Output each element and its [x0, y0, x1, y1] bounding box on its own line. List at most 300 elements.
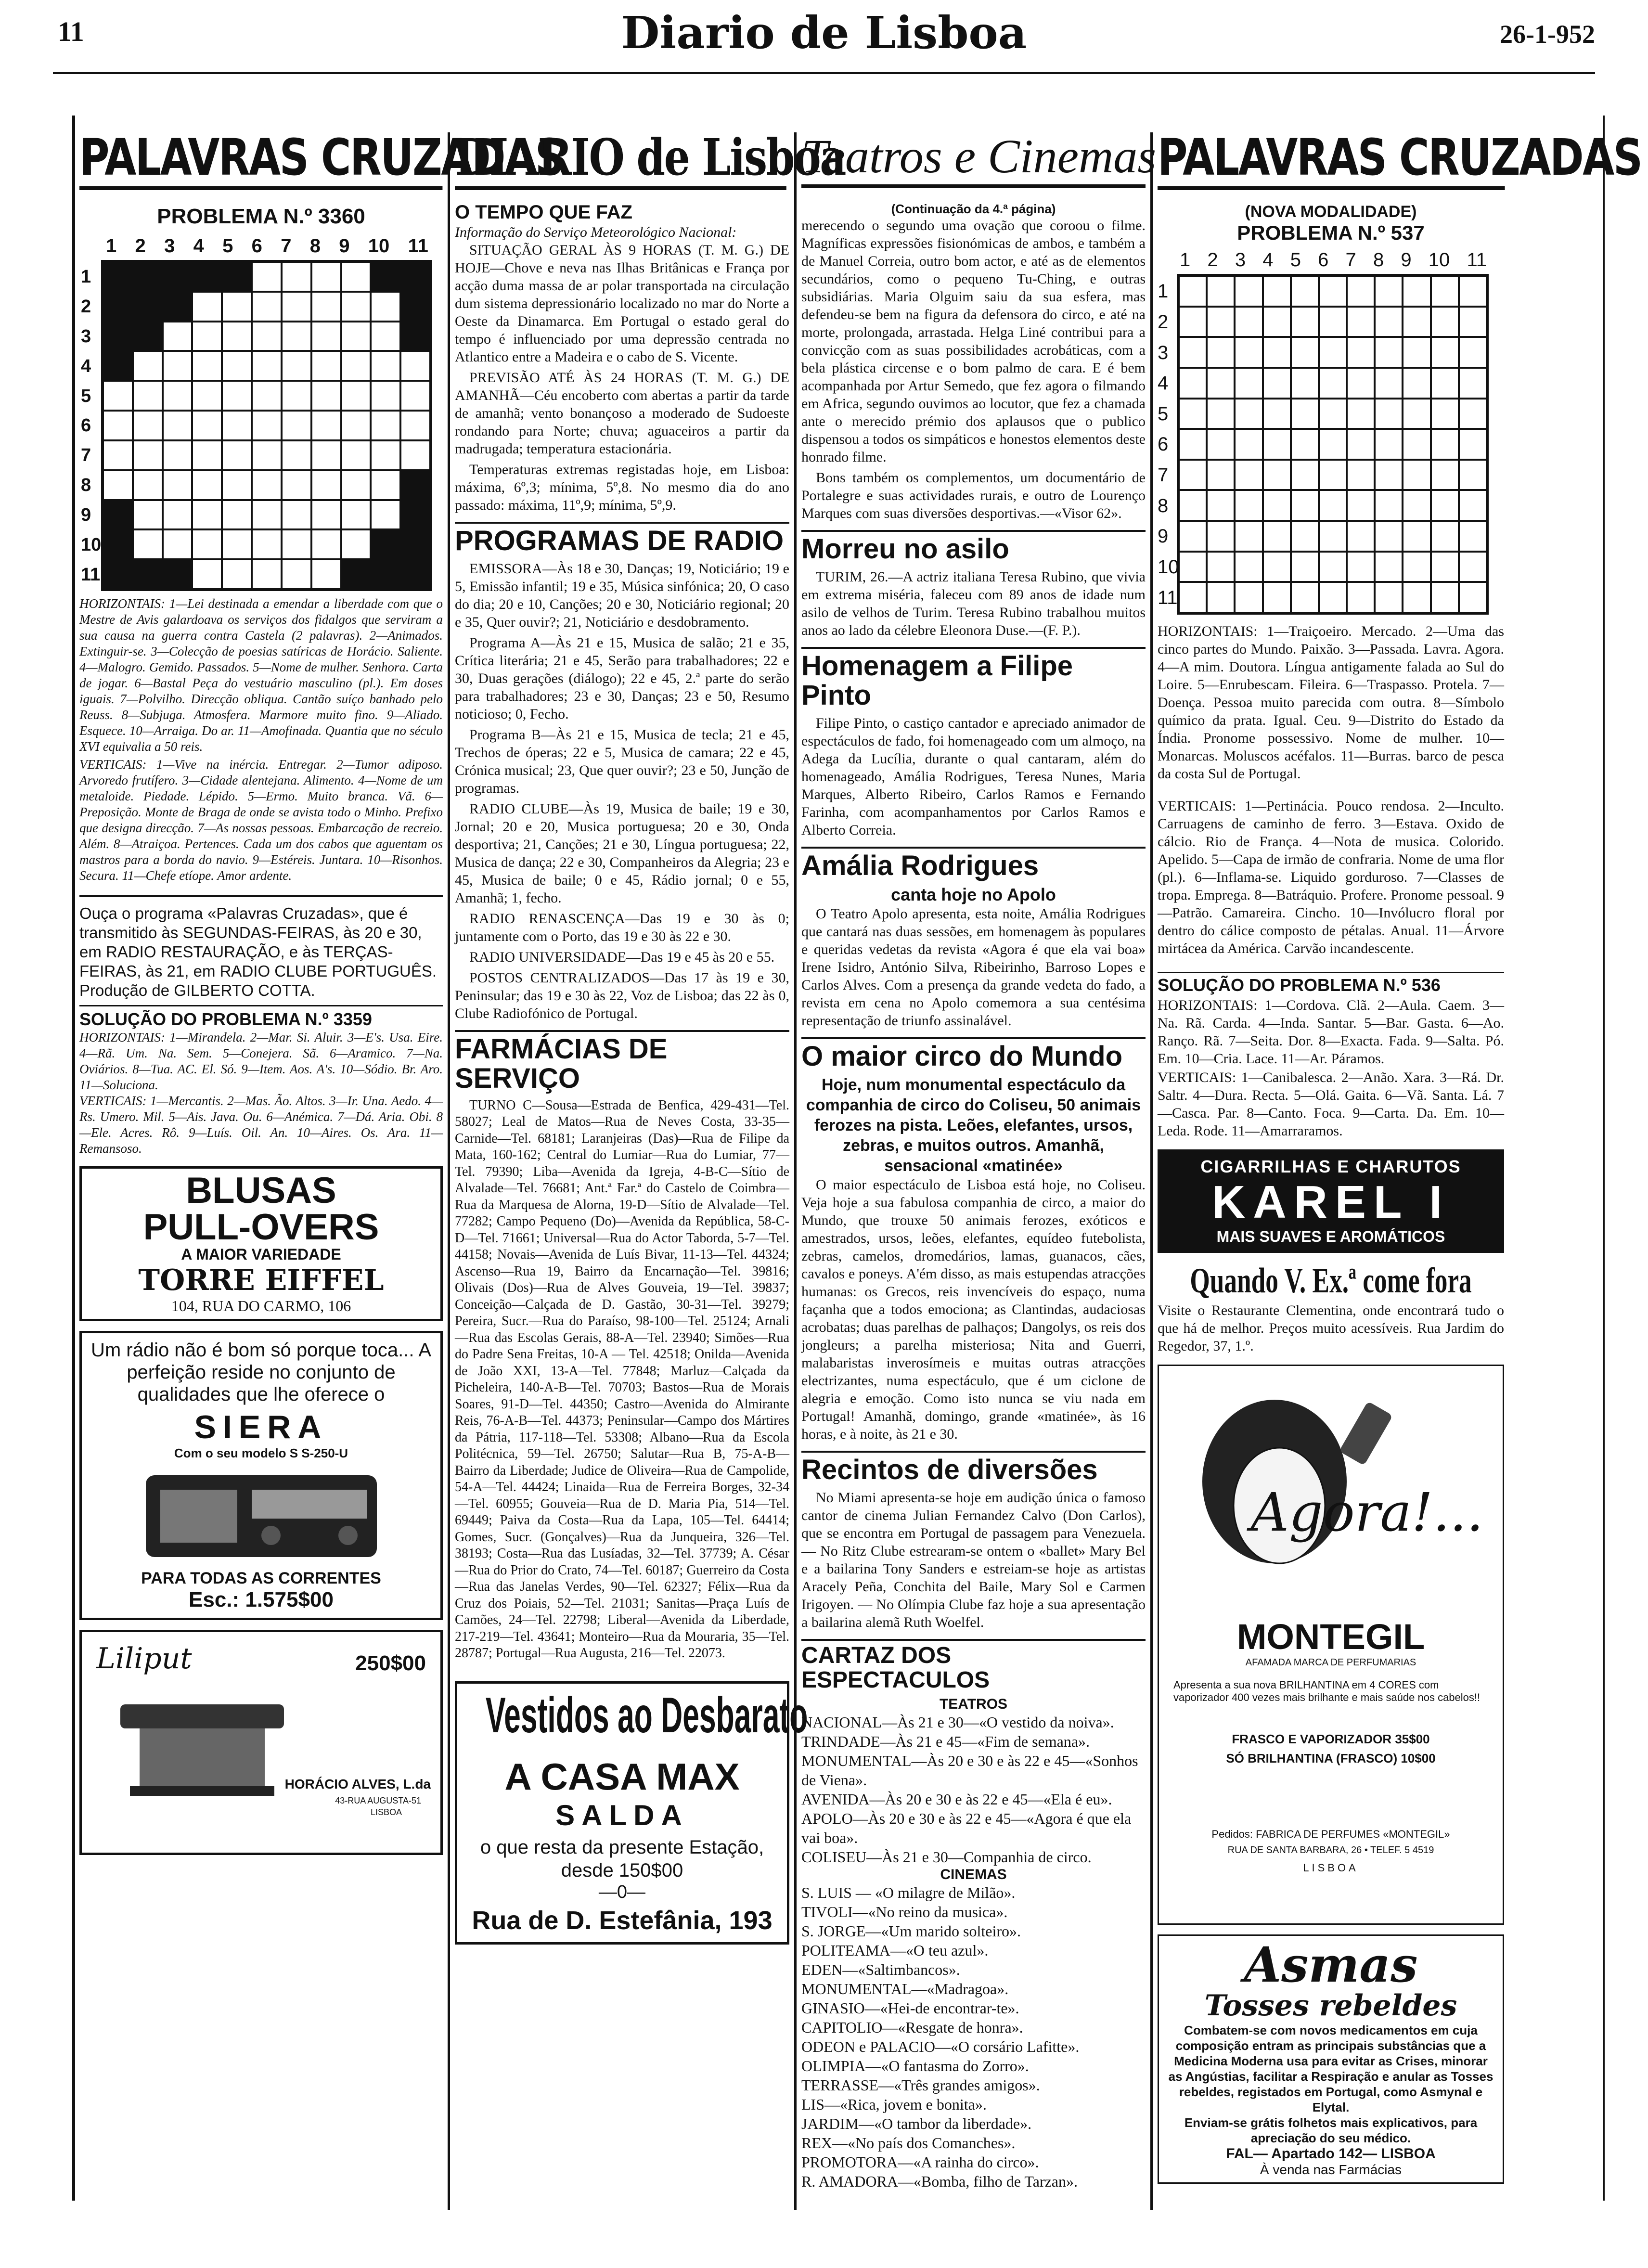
crossword-cell[interactable]	[341, 322, 371, 351]
crossword-cell[interactable]	[371, 500, 400, 530]
crossword-cell[interactable]	[1431, 399, 1459, 429]
crossword-cell[interactable]	[1431, 429, 1459, 460]
crossword-cell[interactable]	[1263, 368, 1291, 399]
crossword-cell[interactable]	[1431, 276, 1459, 307]
ad-montegil-brand: MONTEGIL	[1236, 1616, 1425, 1657]
review-text: Bons também os complementos, um documentário de Portalegre e suas actividades rurais, e outro de Lourenço Marques com suas diversões desportivas.—«Visor 62».	[801, 470, 1146, 521]
crossword-cell[interactable]	[1207, 521, 1235, 552]
crossword-cell[interactable]	[1179, 490, 1207, 521]
crossword-cell[interactable]	[192, 292, 222, 322]
row-number: 7	[1158, 464, 1169, 486]
crossword-cell[interactable]	[341, 470, 371, 500]
crossword-cell[interactable]	[222, 470, 252, 500]
weather-title: O TEMPO QUE FAZ	[455, 202, 632, 223]
crossword-cell[interactable]	[192, 381, 222, 411]
crossword-cell[interactable]	[371, 322, 400, 351]
crossword-cell[interactable]	[1207, 582, 1235, 613]
row-number: 4	[81, 356, 91, 376]
crossword-cell[interactable]	[192, 559, 222, 589]
crossword-cell[interactable]	[341, 292, 371, 322]
crossword-cell[interactable]	[1291, 429, 1319, 460]
crossword-cell[interactable]	[1179, 429, 1207, 460]
crossword-cell[interactable]	[400, 262, 430, 292]
ad-montegil-price1: FRASCO E VAPORIZADOR 35$00	[1232, 1731, 1430, 1746]
crossword-cell[interactable]	[282, 529, 311, 559]
crossword-cell[interactable]	[1431, 490, 1459, 521]
crossword-cell[interactable]	[1347, 307, 1375, 337]
crossword-cell[interactable]	[1375, 429, 1403, 460]
crossword-cell[interactable]	[1431, 337, 1459, 368]
crossword-cell[interactable]	[1235, 552, 1262, 582]
crossword-cell[interactable]	[1403, 307, 1430, 337]
crossword-cell[interactable]	[1235, 582, 1262, 613]
crossword-cell[interactable]	[1207, 368, 1235, 399]
crossword-cell[interactable]	[1347, 521, 1375, 552]
crossword-cell[interactable]	[1403, 399, 1430, 429]
crossword-cell[interactable]	[163, 529, 193, 559]
crossword-cell[interactable]	[252, 351, 282, 381]
crossword-cell[interactable]	[400, 351, 430, 381]
col-number: 10	[368, 235, 390, 257]
crossword-cell[interactable]	[1291, 490, 1319, 521]
crossword-cell[interactable]	[1291, 307, 1319, 337]
crossword-cell[interactable]	[1207, 337, 1235, 368]
crossword-cell[interactable]	[252, 440, 282, 470]
crossword-cell[interactable]	[1319, 276, 1347, 307]
crossword-cell[interactable]	[1347, 582, 1375, 613]
crossword-cell[interactable]	[1403, 368, 1430, 399]
crossword-cell[interactable]	[1291, 399, 1319, 429]
crossword-cell[interactable]	[282, 262, 311, 292]
crossword-cell[interactable]	[1403, 521, 1430, 552]
crossword-cell[interactable]	[1263, 582, 1291, 613]
crossword-cell[interactable]	[133, 470, 163, 500]
crossword-cell[interactable]	[1319, 368, 1347, 399]
crossword-cell[interactable]	[1459, 337, 1487, 368]
crossword-cell[interactable]	[163, 500, 193, 530]
crossword-cell[interactable]	[311, 381, 341, 411]
crossword-cell[interactable]	[192, 262, 222, 292]
crossword-cell[interactable]	[282, 381, 311, 411]
crossword-cell[interactable]	[400, 322, 430, 351]
crossword-cell[interactable]	[341, 411, 371, 440]
radio-paragraph: Programa B—Às 21 e 15, Musica de tecla; 21 e 45, Trechos de óperas; 22 e 5, Musica de camara; 22 e 45, Crónica musical; 23, Que quer ouvir?; 23 e 50, Junção de programas.	[455, 726, 789, 796]
crossword-cell[interactable]	[400, 559, 430, 589]
crossword-cell[interactable]	[1403, 552, 1430, 582]
crossword-cell[interactable]	[163, 292, 193, 322]
crossword-cell[interactable]	[400, 411, 430, 440]
crossword-cell[interactable]	[1375, 307, 1403, 337]
crossword-cell[interactable]	[1235, 460, 1262, 490]
crossword-cell[interactable]	[341, 440, 371, 470]
problem-number: PROBLEMA N.º 3360	[157, 205, 365, 228]
crossword-cell[interactable]	[133, 529, 163, 559]
crossword-cell[interactable]	[1319, 307, 1347, 337]
crossword-cell[interactable]	[1207, 276, 1235, 307]
crossword-cell[interactable]	[1179, 552, 1207, 582]
row-number: 9	[81, 504, 91, 525]
crossword-cell[interactable]	[133, 292, 163, 322]
crossword-cell[interactable]	[192, 322, 222, 351]
crossword-cell[interactable]	[1459, 582, 1487, 613]
crossword-cell[interactable]	[1403, 276, 1430, 307]
crossword-cell[interactable]	[1347, 429, 1375, 460]
crossword-cell[interactable]	[1291, 460, 1319, 490]
crossword-cell[interactable]	[192, 500, 222, 530]
crossword-cell[interactable]	[311, 440, 341, 470]
crossword-cell[interactable]	[103, 470, 133, 500]
crossword-cell[interactable]	[163, 322, 193, 351]
row-number: 10	[1158, 556, 1179, 578]
crossword-cell[interactable]	[400, 440, 430, 470]
crossword-cell[interactable]	[133, 559, 163, 589]
crossword-cell[interactable]	[282, 322, 311, 351]
crossword-cell[interactable]	[311, 322, 341, 351]
crossword-cell[interactable]	[1263, 399, 1291, 429]
crossword-cell[interactable]	[252, 411, 282, 440]
crossword-cell[interactable]	[192, 411, 222, 440]
crossword-cell[interactable]	[1291, 276, 1319, 307]
crossword-cell[interactable]	[400, 292, 430, 322]
crossword-column-numbers	[101, 235, 433, 257]
crossword-cell[interactable]	[163, 411, 193, 440]
ad-restaurante-text: Visite o Restaurante Clementina, onde encontrará tudo o que há de melhor. Preços muito acessíveis. Rua Jardim do Regedor, 37, 1.º.	[1158, 1302, 1504, 1354]
solution-horizontal: HORIZONTAIS: 1—Mirandela. 2—Mar. Si. Aluir. 3—E's. Usa. Eire. 4—Rã. Um. Na. Sem. 5—Conejera. Sã. 6—Aramico. 7—Na. Oviários. 8—Tua. AC. El. Só. 9—Item. Aos. A's. 10—Sódio. Br. Aro. 11—Soluciona.	[79, 1030, 443, 1092]
crossword-cell[interactable]	[222, 262, 252, 292]
crossword-cell[interactable]	[163, 381, 193, 411]
crossword-cell[interactable]	[1459, 276, 1487, 307]
crossword-cell[interactable]	[1263, 276, 1291, 307]
crossword-cell[interactable]	[252, 322, 282, 351]
col-number: 2	[1207, 249, 1218, 271]
crossword-cell[interactable]	[1235, 399, 1262, 429]
crossword-cell[interactable]	[1235, 429, 1262, 460]
crossword-cell[interactable]	[252, 262, 282, 292]
crossword-cell[interactable]	[103, 500, 133, 530]
ad-liliput-seller: HORÁCIO ALVES, L.da	[284, 1777, 431, 1791]
crossword-cell[interactable]	[1375, 490, 1403, 521]
crossword-cell[interactable]	[1375, 552, 1403, 582]
crossword-cell[interactable]	[133, 381, 163, 411]
ad-blusas-line3: A MAIOR VARIEDADE	[181, 1246, 341, 1263]
row-number: 5	[81, 386, 91, 406]
crossword-cell[interactable]	[341, 559, 371, 589]
crossword-cell[interactable]	[1431, 582, 1459, 613]
crossword-cell[interactable]	[371, 262, 400, 292]
crossword-cell[interactable]	[1291, 337, 1319, 368]
crossword-cell[interactable]	[1375, 337, 1403, 368]
crossword-cell[interactable]	[311, 529, 341, 559]
crossword-cell[interactable]	[252, 500, 282, 530]
crossword-cell[interactable]	[163, 351, 193, 381]
crossword-cell[interactable]	[1179, 399, 1207, 429]
crossword-cell[interactable]	[1459, 490, 1487, 521]
crossword-cell[interactable]	[1263, 337, 1291, 368]
crossword-cell[interactable]	[1431, 521, 1459, 552]
crosswords-title: PALAVRAS CRUZADAS	[79, 132, 442, 190]
crossword-cell[interactable]	[371, 440, 400, 470]
crossword-cell[interactable]	[1263, 521, 1291, 552]
crossword-cell[interactable]	[1235, 276, 1262, 307]
crossword-cell[interactable]	[1347, 460, 1375, 490]
crossword-cell[interactable]	[222, 351, 252, 381]
crossword-cell[interactable]	[1235, 521, 1262, 552]
crossword-cell[interactable]	[1375, 368, 1403, 399]
crossword-cell[interactable]	[1459, 552, 1487, 582]
crossword-cell[interactable]	[192, 470, 222, 500]
crossword-cell[interactable]	[1179, 368, 1207, 399]
crossword-cell[interactable]	[371, 529, 400, 559]
clues-horizontal: HORIZONTAIS: 1—Traiçoeiro. Mercado. 2—Uma das cinco partes do Mundo. Paixão. 3—Passada. Lavra. Agora. 4—A mim. Doutora. Língua antigamente falada ao Sul do Loire. 5—Enrubescam. Fileira. 6—Traspasso. Protela. 7—Doença. Pessoa muito parecida com outra. 8—Símbolo químico da prata. Igual. Ceu. 9—Distrito do Estado da Índia. Pronome possessivo. Nome de mulher. 10—Monarcas. Moluscos acéfalos. 11—Burras. barco de pesca da costa Sul de Portugal.	[1158, 623, 1504, 782]
crossword-cell[interactable]	[1459, 521, 1487, 552]
crossword-cell[interactable]	[133, 351, 163, 381]
crossword-cell[interactable]	[133, 411, 163, 440]
crossword-cell[interactable]	[103, 292, 133, 322]
crossword-cell[interactable]	[1431, 368, 1459, 399]
listing-item: TERRASSE—«Três grandes amigos».	[801, 2076, 1040, 2094]
radio-paragraph: RADIO RENASCENÇA—Das 19 e 30 às 0; juntamente com o Porto, das 19 e 30 às 22 e 30.	[455, 910, 789, 944]
crossword-cell[interactable]	[192, 351, 222, 381]
crossword-cell[interactable]	[1431, 307, 1459, 337]
crossword-cell[interactable]	[311, 292, 341, 322]
ad-montegil	[1158, 1365, 1504, 1925]
crossword-cell[interactable]	[1375, 276, 1403, 307]
crossword-cell[interactable]	[222, 381, 252, 411]
row-number: 11	[1158, 587, 1178, 608]
crossword-cell[interactable]	[371, 411, 400, 440]
crossword-cell[interactable]	[192, 529, 222, 559]
crossword-cell[interactable]	[1291, 552, 1319, 582]
ad-blusas	[79, 1166, 443, 1321]
crossword-cell[interactable]	[133, 500, 163, 530]
crossword-cell[interactable]	[1207, 429, 1235, 460]
ad-siera-line1: PARA TODAS AS CORRENTES	[141, 1569, 381, 1587]
crossword-cell[interactable]	[1347, 490, 1375, 521]
crossword-cell[interactable]	[311, 470, 341, 500]
crossword-cell[interactable]	[1263, 460, 1291, 490]
crossword-cell[interactable]	[1207, 552, 1235, 582]
crossword-cell[interactable]	[1207, 460, 1235, 490]
crossword-cell[interactable]	[371, 559, 400, 589]
crossword-cell[interactable]	[1319, 490, 1347, 521]
crossword-cell[interactable]	[1403, 582, 1430, 613]
crossword-cell[interactable]	[1291, 521, 1319, 552]
crossword-cell[interactable]	[103, 322, 133, 351]
crossword-cell[interactable]	[282, 500, 311, 530]
crossword-cell[interactable]	[1263, 490, 1291, 521]
crossword-cell[interactable]	[1291, 368, 1319, 399]
crossword-cell[interactable]	[103, 351, 133, 381]
crossword-cell[interactable]	[1319, 460, 1347, 490]
crossword-cell[interactable]	[1263, 307, 1291, 337]
crossword-cell[interactable]	[133, 440, 163, 470]
row-number: 1	[81, 267, 91, 287]
crossword-cell[interactable]	[341, 262, 371, 292]
crossword-cell[interactable]	[1207, 490, 1235, 521]
crossword-cell[interactable]	[103, 559, 133, 589]
crossword-cell[interactable]	[133, 322, 163, 351]
crossword-cell[interactable]	[282, 351, 311, 381]
crossword-cell[interactable]	[1235, 307, 1262, 337]
crossword-cell[interactable]	[1207, 399, 1235, 429]
crossword-cell[interactable]	[311, 559, 341, 589]
crossword-cell[interactable]	[1319, 552, 1347, 582]
crossword-cell[interactable]	[222, 529, 252, 559]
crossword-cell[interactable]	[282, 292, 311, 322]
crossword-cell[interactable]	[103, 262, 133, 292]
crossword-cell[interactable]	[400, 500, 430, 530]
crossword-cell[interactable]	[311, 411, 341, 440]
row-number: 5	[1158, 403, 1169, 425]
crossword-cell[interactable]	[341, 529, 371, 559]
listing-item: JARDIM—«O tambor da liberdade».	[801, 2115, 1032, 2133]
crossword-cell[interactable]	[103, 411, 133, 440]
crossword-cell[interactable]	[400, 529, 430, 559]
crossword-cell[interactable]	[341, 381, 371, 411]
crossword-cell[interactable]	[371, 292, 400, 322]
crossword-cell[interactable]	[222, 500, 252, 530]
crossword-cell[interactable]	[222, 440, 252, 470]
ad-montegil-city: LISBOA	[1303, 1861, 1359, 1874]
crossword-cell[interactable]	[1347, 399, 1375, 429]
ad-karel-line1: CIGARRILHAS E CHARUTOS	[1200, 1157, 1461, 1176]
crossword-cell[interactable]	[192, 440, 222, 470]
review-text: merecendo o segundo uma ovação que coroou o filme. Magníficas expressões fisionómicas de ambos, e também a de Manuel Correia, outro bom actor, e até as de elementos secundários, como o pequeno Tu-Ching, e outras subsidiárias. Maria Olguim saiu da sua esfera, mas defendeu-se bem na figura da defensora do circo, e até na morte, prolongada, arrastada. Helga Liné contribui para a convicção com as suas possibilidades acrobáticas, com a bela plástica circense e o bom palmo de cara. E é bem acompanhada por Artur Semedo, que fez agora o filmando em Africa, segundo ouvimos ao locutor, que fez a chamada ante o merecido prémio dos aplausos que o publico dispensou a todos os simpáticos e honestos elementos deste honrado filme.	[801, 218, 1146, 465]
crossword-cell[interactable]	[1459, 307, 1487, 337]
crossword-cell[interactable]	[222, 559, 252, 589]
crossword-cell[interactable]	[1263, 429, 1291, 460]
ad-asmas	[1158, 1934, 1504, 2184]
crossword-cell[interactable]	[222, 292, 252, 322]
teatros-title: Teatros e Cinemas	[801, 132, 1146, 188]
crossword-cell[interactable]	[341, 500, 371, 530]
crossword-cell[interactable]	[1431, 460, 1459, 490]
crossword-cell[interactable]	[282, 440, 311, 470]
col-number: 10	[1428, 249, 1450, 271]
crossword-cell[interactable]	[252, 292, 282, 322]
crossword-cell[interactable]	[163, 470, 193, 500]
crossword-cell[interactable]	[103, 440, 133, 470]
crossword-cell[interactable]	[1403, 337, 1430, 368]
crossword-cell[interactable]	[1375, 460, 1403, 490]
crossword-cell[interactable]	[1179, 307, 1207, 337]
crossword-cell[interactable]	[1291, 582, 1319, 613]
crossword-cell[interactable]	[1459, 460, 1487, 490]
crossword-cell[interactable]	[311, 351, 341, 381]
col-number: 7	[281, 235, 292, 257]
listing-item: LIS—«Rica, jovem e bonita».	[801, 2096, 987, 2113]
crossword-cell[interactable]	[1347, 552, 1375, 582]
crossword-cell[interactable]	[1459, 368, 1487, 399]
crossword-cell[interactable]	[1347, 276, 1375, 307]
crossword-cell[interactable]	[252, 559, 282, 589]
crossword-cell[interactable]	[1375, 582, 1403, 613]
crossword-cell[interactable]	[371, 381, 400, 411]
crossword-cell[interactable]	[163, 559, 193, 589]
crossword-cell[interactable]	[103, 529, 133, 559]
ad-blusas-store: TORRE EIFFEL	[138, 1263, 384, 1297]
crossword-cell[interactable]	[1459, 429, 1487, 460]
crossword-cell[interactable]	[1319, 337, 1347, 368]
ad-asmas-text: Combatem-se com novos medicamentos em cuja composição entram as principais substâncias que a Medicina Moderna usa para evitar as Crises, minorar as Angústias, facilitar a Respiração e anular as Tosses rebeldes, registados em Portugal, como Asmynal e Elytal.	[1168, 2023, 1494, 2114]
crossword-cell[interactable]	[1207, 307, 1235, 337]
crossword-cell[interactable]	[1179, 582, 1207, 613]
crossword-cell[interactable]	[341, 351, 371, 381]
crossword-cell[interactable]	[282, 559, 311, 589]
crossword-cell[interactable]	[1319, 582, 1347, 613]
crossword-cell[interactable]	[371, 470, 400, 500]
crossword-cell[interactable]	[163, 262, 193, 292]
crossword-cell[interactable]	[1319, 399, 1347, 429]
crossword-cell[interactable]	[1459, 399, 1487, 429]
article-title: Homenagem a Filipe Pinto	[801, 647, 1146, 710]
ad-vestidos	[455, 1681, 808, 1945]
crossword-cell[interactable]	[311, 500, 341, 530]
crossword-cell[interactable]	[1403, 490, 1430, 521]
crossword-cell[interactable]	[1431, 552, 1459, 582]
crossword-cell[interactable]	[1179, 460, 1207, 490]
crossword-cell[interactable]	[1179, 521, 1207, 552]
crossword-cell[interactable]	[1403, 460, 1430, 490]
clues-horizontal: HORIZONTAIS: 1—Lei destinada a emendar a liberdade com que o Mestre de Avis galardoava os serviços dos fidalgos que serviram a sua causa na guerra contra Castela (2 palavras). 2—Animados. Extinguir-se. 3—Colecção de poesias satíricas de Horácio. Saliente. 4—Malogro. Gemido. Passados. 5—Nome de mulher. Senhora. Carta de jogar. 6—Bastal Peça do vestuário masculino (pl.). Em doses iguais. 7—Polvilho. Direcção obliqua. Cantão suíço banhado pelo Reuss. 8—Subjuga. Atmosfera. Marmore muito fino. 9—Aliado. Esquece. 10—Arraiga. Do ar. 11—Amofinada. Quantia que no século XVI equivalia a 50 reis.	[79, 596, 443, 754]
listing-item: TIVOLI—«No reino da musica».	[801, 1903, 1008, 1921]
radio-paragraph: EMISSORA—Às 18 e 30, Danças; 19, Noticiário; 19 e 5, Emissão infantil; 19 e 35, Música sinfónica; 20, O caso do dia; 20 e 10, Canções; 20 e 30, Noticiário regional; 20 e 35, Quer ouvir?; 21, Noticiário e desdobramento.	[455, 560, 789, 630]
crossword-cell[interactable]	[1319, 429, 1347, 460]
ad-blusas-line2: PULL-OVERS	[143, 1207, 379, 1248]
crossword-cell[interactable]	[1347, 337, 1375, 368]
crossword-cell[interactable]	[163, 440, 193, 470]
crossword-cell[interactable]	[252, 381, 282, 411]
crossword-cell[interactable]	[1235, 490, 1262, 521]
crossword-cell[interactable]	[400, 381, 430, 411]
crossword-cell[interactable]	[1347, 368, 1375, 399]
article-title: Recintos de diversões	[801, 1451, 1146, 1485]
listing-item: NACIONAL—Às 21 e 30—«O vestido da noiva».	[801, 1714, 1114, 1731]
radio-title: PROGRAMAS DE RADIO	[455, 522, 789, 556]
crossword-cell[interactable]	[282, 470, 311, 500]
column-divider	[1150, 132, 1153, 2210]
solution-vertical: VERTICAIS: 1—Mercantis. 2—Mas. Ão. Altos. 3—Ir. Una. Aedo. 4—Rs. Umero. Mil. 5—Ais. Java. Ou. 6—Anémica. 7—Dá. Aria. Obi. 8—Ele. Acres. Rô. 9—Luís. Oil. An. 10—Aires. Os. Ara. 11—Remansoso.	[79, 1094, 443, 1156]
article-text: O maior espectáculo de Lisboa está hoje, no Coliseu. Veja hoje a sua fabulosa companhia de circo, a maior do Mundo, que trouxe 50 animais ferozes, exóticos e amestrados, ursos, leões, elefantes, equídeo futebolista, zebras, camelos, dromedários, lamas, guanacos, cães, cavalos e poneys. A'ém disso, as mais estupendas atracções humanas: os Grecos, reis invencíveis do espaço, numa façanha que a todos emociona; as Clantindas, audaciosas acrobatas; duas parelhas de palhaços; Dangolys, os reis dos jongleurs; a parelha misteriosa; Nita and Guerri, malabaristas inverosímeis e muitas outras atracções electrizantes, numa espectáculo, que é um ciclone de alegria e emoção. Como isto nunca se viu nada em Portugal! Amanhã, domingo, grande «matinée», às 16 horas, e à noite, às 21 e 30.	[801, 1177, 1146, 1443]
crossword-cell[interactable]	[1263, 552, 1291, 582]
listing-item: MONUMENTAL—«Madragoa».	[801, 1980, 1009, 1998]
crossword-cell[interactable]	[1235, 337, 1262, 368]
weather-paragraph: SITUAÇÃO GERAL ÀS 9 HORAS (T. M. G.) DE HOJE—Chove e neva nas Ilhas Britânicas e França por acção duma massa de ar polar transportada na circulação dum sistema depressionário localizado no mar do Norte a Oeste da Dinamarca. Em Portugal o estado geral do tempo é influenciado por uma depressão centrada no Atlantico entre a Madeira e o cabo de S. Vicente.	[455, 242, 789, 365]
weather-subtitle: Informação do Serviço Meteorológico Nacional:	[455, 224, 737, 240]
crossword-cell[interactable]	[133, 262, 163, 292]
crossword-cell[interactable]	[311, 262, 341, 292]
radio-paragraph: RADIO CLUBE—Às 19, Musica de baile; 19 e 30, Jornal; 20 e 20, Musica portuguesa; 20 e 30, Onda desportiva; 21, Canções; 21 e 30, Língua portuguesa; 22, Musica de dança; 22 e 30, Companheiros da Alegria; 23 e 45, Musica de baile; 0 e 45, Rádio jornal; 0 e 55, Amanhã; 1, fecho.	[455, 800, 789, 906]
col-number: 4	[1262, 249, 1274, 271]
crossword-cell[interactable]	[1179, 276, 1207, 307]
crossword-cell[interactable]	[1403, 429, 1430, 460]
crossword-cell[interactable]	[400, 470, 430, 500]
crossword-cell[interactable]	[252, 470, 282, 500]
crossword-cell[interactable]	[252, 529, 282, 559]
crossword-cell[interactable]	[222, 411, 252, 440]
crossword-cell[interactable]	[1235, 368, 1262, 399]
crossword-cell[interactable]	[1319, 521, 1347, 552]
crossword-cell[interactable]	[222, 322, 252, 351]
ad-vestidos-store: A CASA MAX	[504, 1755, 740, 1798]
crossword-cell[interactable]	[1375, 399, 1403, 429]
crossword-cell[interactable]	[103, 381, 133, 411]
ad-asmas-subtitle: Tosses rebeldes	[1204, 1988, 1457, 2023]
crossword-cell[interactable]	[371, 351, 400, 381]
crossword-cell[interactable]	[282, 411, 311, 440]
crossword-cell[interactable]	[1179, 337, 1207, 368]
crossword-cell[interactable]	[1375, 521, 1403, 552]
